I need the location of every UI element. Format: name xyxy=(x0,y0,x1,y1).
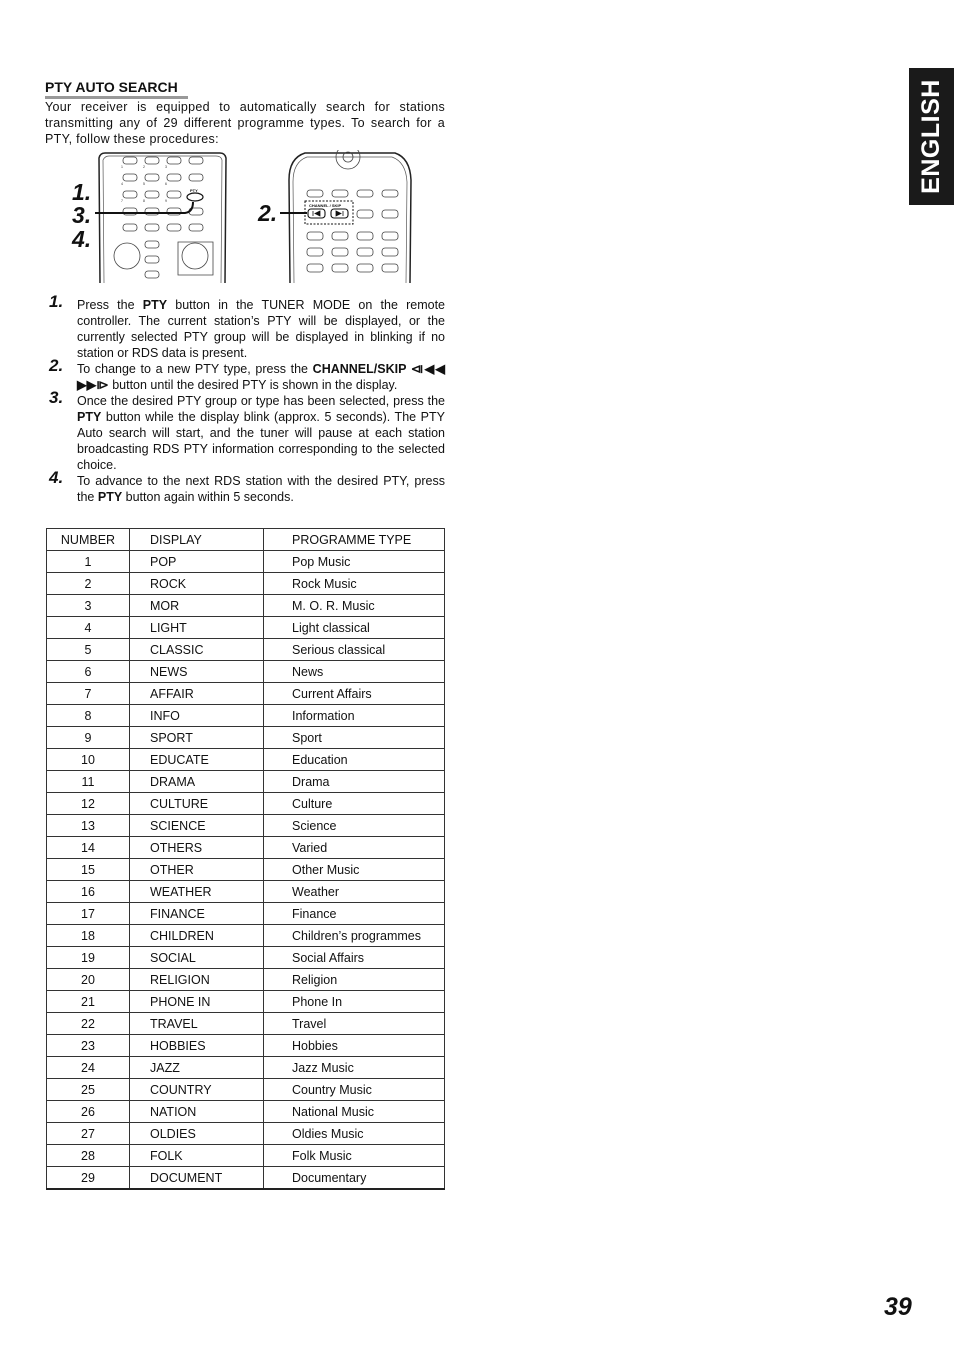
column-header-number: NUMBER xyxy=(47,529,130,551)
cell-number: 8 xyxy=(47,705,130,727)
cell-display: NATION xyxy=(130,1101,264,1123)
table-row xyxy=(47,617,445,639)
cell-number: 17 xyxy=(47,903,130,925)
cell-number: 13 xyxy=(47,815,130,837)
cell-programme-type: Religion xyxy=(264,969,445,991)
cell-display: SPORT xyxy=(130,727,264,749)
pty-button xyxy=(187,193,203,201)
cell-number: 7 xyxy=(47,683,130,705)
section-title: PTY AUTO SEARCH xyxy=(45,79,188,99)
cell-number: 1 xyxy=(47,551,130,573)
cell-programme-type: Science xyxy=(264,815,445,837)
cell-programme-type: Drama xyxy=(264,771,445,793)
svg-text:8: 8 xyxy=(143,199,145,203)
language-tab-label: ENGLISH xyxy=(917,79,945,194)
step-number: 3. xyxy=(49,388,64,407)
programme-type-table xyxy=(46,528,445,1190)
svg-text:6: 6 xyxy=(165,182,167,186)
step-number: 4. xyxy=(49,468,64,487)
cell-programme-type: Current Affairs xyxy=(264,683,445,705)
cell-number: 20 xyxy=(47,969,130,991)
table-row xyxy=(47,705,445,727)
cell-number: 9 xyxy=(47,727,130,749)
cell-display: COUNTRY xyxy=(130,1079,264,1101)
cell-programme-type: Education xyxy=(264,749,445,771)
cell-display: CLASSIC xyxy=(130,639,264,661)
column-header-display: DISPLAY xyxy=(130,529,264,551)
svg-text:2: 2 xyxy=(143,165,145,169)
channel-skip-keyword: CHANNEL/SKIP ⧏◀◀ ▶▶⧐ xyxy=(77,362,445,392)
table-row xyxy=(47,1123,445,1145)
cell-programme-type: National Music xyxy=(264,1101,445,1123)
cell-number: 29 xyxy=(47,1167,130,1190)
cell-number: 21 xyxy=(47,991,130,1013)
cell-programme-type: Rock Music xyxy=(264,573,445,595)
svg-text:5: 5 xyxy=(143,182,145,186)
cell-display: JAZZ xyxy=(130,1057,264,1079)
table-row xyxy=(47,639,445,661)
cell-programme-type: Folk Music xyxy=(264,1145,445,1167)
cell-programme-type: Children’s programmes xyxy=(264,925,445,947)
cell-programme-type: Other Music xyxy=(264,859,445,881)
cell-programme-type: Weather xyxy=(264,881,445,903)
step-text: Press the xyxy=(77,298,143,312)
cell-programme-type: Phone In xyxy=(264,991,445,1013)
procedure-step-4 xyxy=(45,468,445,505)
table-row xyxy=(47,1145,445,1167)
pty-keyword: PTY xyxy=(142,298,168,312)
cell-display: PHONE IN xyxy=(130,991,264,1013)
table-row xyxy=(47,947,445,969)
cell-programme-type: Social Affairs xyxy=(264,947,445,969)
cell-number: 18 xyxy=(47,925,130,947)
cell-number: 24 xyxy=(47,1057,130,1079)
table-row xyxy=(47,551,445,573)
cell-number: 3 xyxy=(47,595,130,617)
cell-display: OTHERS xyxy=(130,837,264,859)
svg-text:7: 7 xyxy=(121,199,123,203)
cell-programme-type: Finance xyxy=(264,903,445,925)
step-text: To advance to the next RDS station with the desired PTY, press the xyxy=(77,474,445,504)
cell-programme-type: Serious classical xyxy=(264,639,445,661)
cell-number: 14 xyxy=(47,837,130,859)
column-header-programme-type: PROGRAMME TYPE xyxy=(264,529,445,551)
cell-display: OLDIES xyxy=(130,1123,264,1145)
step-text: button while the display blink (approx. 5 seconds). The PTY Auto search will start, and the tuner will pause at each station broadcasting RDS PTY information corresponding to the selected choice. xyxy=(77,410,445,472)
pty-button-label: PTY xyxy=(190,188,198,193)
table-row xyxy=(47,661,445,683)
cell-display: DOCUMENT xyxy=(130,1167,264,1190)
cell-number: 15 xyxy=(47,859,130,881)
language-tab xyxy=(909,68,954,205)
cell-programme-type: M. O. R. Music xyxy=(264,595,445,617)
remote-left-illustration xyxy=(95,153,226,283)
table-row xyxy=(47,815,445,837)
cell-programme-type: Information xyxy=(264,705,445,727)
figure-label-step-4: 4. xyxy=(72,226,92,252)
table-row xyxy=(47,727,445,749)
step-text: button again within 5 seconds. xyxy=(122,490,294,504)
table-row xyxy=(47,771,445,793)
table-row xyxy=(47,1167,445,1190)
table-row xyxy=(47,1079,445,1101)
cell-display: FOLK xyxy=(130,1145,264,1167)
cell-programme-type: Hobbies xyxy=(264,1035,445,1057)
cell-display: ROCK xyxy=(130,573,264,595)
step-number: 1. xyxy=(49,292,64,311)
table-row xyxy=(47,1101,445,1123)
svg-text:1: 1 xyxy=(121,165,123,169)
table-row xyxy=(47,573,445,595)
procedure-step-3 xyxy=(45,388,445,473)
step-text: button until the desired PTY is shown in the display. xyxy=(108,378,398,392)
table-row xyxy=(47,749,445,771)
cell-display: AFFAIR xyxy=(130,683,264,705)
cell-programme-type: Jazz Music xyxy=(264,1057,445,1079)
cell-number: 16 xyxy=(47,881,130,903)
cell-number: 10 xyxy=(47,749,130,771)
table-row xyxy=(47,683,445,705)
cell-display: SCIENCE xyxy=(130,815,264,837)
table-row xyxy=(47,991,445,1013)
figure-label-step-2: 2. xyxy=(258,200,278,226)
cell-number: 25 xyxy=(47,1079,130,1101)
cell-programme-type: Varied xyxy=(264,837,445,859)
cell-display: SOCIAL xyxy=(130,947,264,969)
cell-programme-type: Documentary xyxy=(264,1167,445,1190)
cell-display: POP xyxy=(130,551,264,573)
procedure-step-1 xyxy=(45,292,446,361)
cell-programme-type: News xyxy=(264,661,445,683)
step-number: 2. xyxy=(49,356,64,375)
pty-keyword: PTY xyxy=(77,410,102,424)
cell-display: CULTURE xyxy=(130,793,264,815)
pty-keyword: PTY xyxy=(97,490,123,504)
cell-number: 11 xyxy=(47,771,130,793)
step-text: Once the desired PTY group or type has been selected, press the xyxy=(77,394,445,408)
channel-skip-label: CHANNEL / SKIP xyxy=(309,203,342,208)
procedure-step-2 xyxy=(45,356,445,393)
remote-right-illustration xyxy=(280,150,411,283)
cell-display: NEWS xyxy=(130,661,264,683)
table-row xyxy=(47,837,445,859)
cell-programme-type: Country Music xyxy=(264,1079,445,1101)
table-row xyxy=(47,1035,445,1057)
table-row xyxy=(47,793,445,815)
cell-display: LIGHT xyxy=(130,617,264,639)
cell-display: EDUCATE xyxy=(130,749,264,771)
remote-control-figure xyxy=(45,150,445,285)
table-row xyxy=(47,925,445,947)
cell-programme-type: Pop Music xyxy=(264,551,445,573)
svg-text:3: 3 xyxy=(165,165,167,169)
table-row xyxy=(47,903,445,925)
figure-label-step-3: 3. xyxy=(72,202,92,228)
cell-programme-type: Light classical xyxy=(264,617,445,639)
cell-display: OTHER xyxy=(130,859,264,881)
cell-number: 5 xyxy=(47,639,130,661)
cell-number: 26 xyxy=(47,1101,130,1123)
cell-number: 12 xyxy=(47,793,130,815)
cell-programme-type: Travel xyxy=(264,1013,445,1035)
step-text: button in the TUNER MODE on the remote controller. The current station’s PTY will be displayed, or the currently selected PTY group will be displayed in blinking if no station or RDS data is present. xyxy=(77,298,446,360)
cell-display: DRAMA xyxy=(130,771,264,793)
cell-programme-type: Sport xyxy=(264,727,445,749)
cell-number: 22 xyxy=(47,1013,130,1035)
cell-number: 6 xyxy=(47,661,130,683)
cell-number: 4 xyxy=(47,617,130,639)
figure-label-step-1: 1. xyxy=(72,179,92,205)
cell-display: WEATHER xyxy=(130,881,264,903)
svg-text:4: 4 xyxy=(121,182,123,186)
cell-programme-type: Oldies Music xyxy=(264,1123,445,1145)
page-number: 39 xyxy=(884,1293,912,1321)
intro-paragraph: Your receiver is equipped to automatically search for stations transmitting any of 29 different programme types. To search for a PTY, follow these procedures: xyxy=(45,100,445,146)
table-row xyxy=(47,881,445,903)
cell-display: INFO xyxy=(130,705,264,727)
procedure-steps xyxy=(45,292,446,505)
cell-number: 23 xyxy=(47,1035,130,1057)
table-row xyxy=(47,969,445,991)
cell-number: 27 xyxy=(47,1123,130,1145)
cell-display: FINANCE xyxy=(130,903,264,925)
cell-number: 19 xyxy=(47,947,130,969)
cell-display: CHILDREN xyxy=(130,925,264,947)
cell-display: RELIGION xyxy=(130,969,264,991)
table-row xyxy=(47,859,445,881)
table-row xyxy=(47,1013,445,1035)
svg-text:9: 9 xyxy=(165,199,167,203)
table-header-row xyxy=(47,529,445,551)
table-row xyxy=(47,1057,445,1079)
cell-display: HOBBIES xyxy=(130,1035,264,1057)
cell-display: TRAVEL xyxy=(130,1013,264,1035)
cell-number: 28 xyxy=(47,1145,130,1167)
step-text: To change to a new PTY type, press the xyxy=(77,362,313,376)
cell-programme-type: Culture xyxy=(264,793,445,815)
cell-display: MOR xyxy=(130,595,264,617)
table-row xyxy=(47,595,445,617)
cell-number: 2 xyxy=(47,573,130,595)
